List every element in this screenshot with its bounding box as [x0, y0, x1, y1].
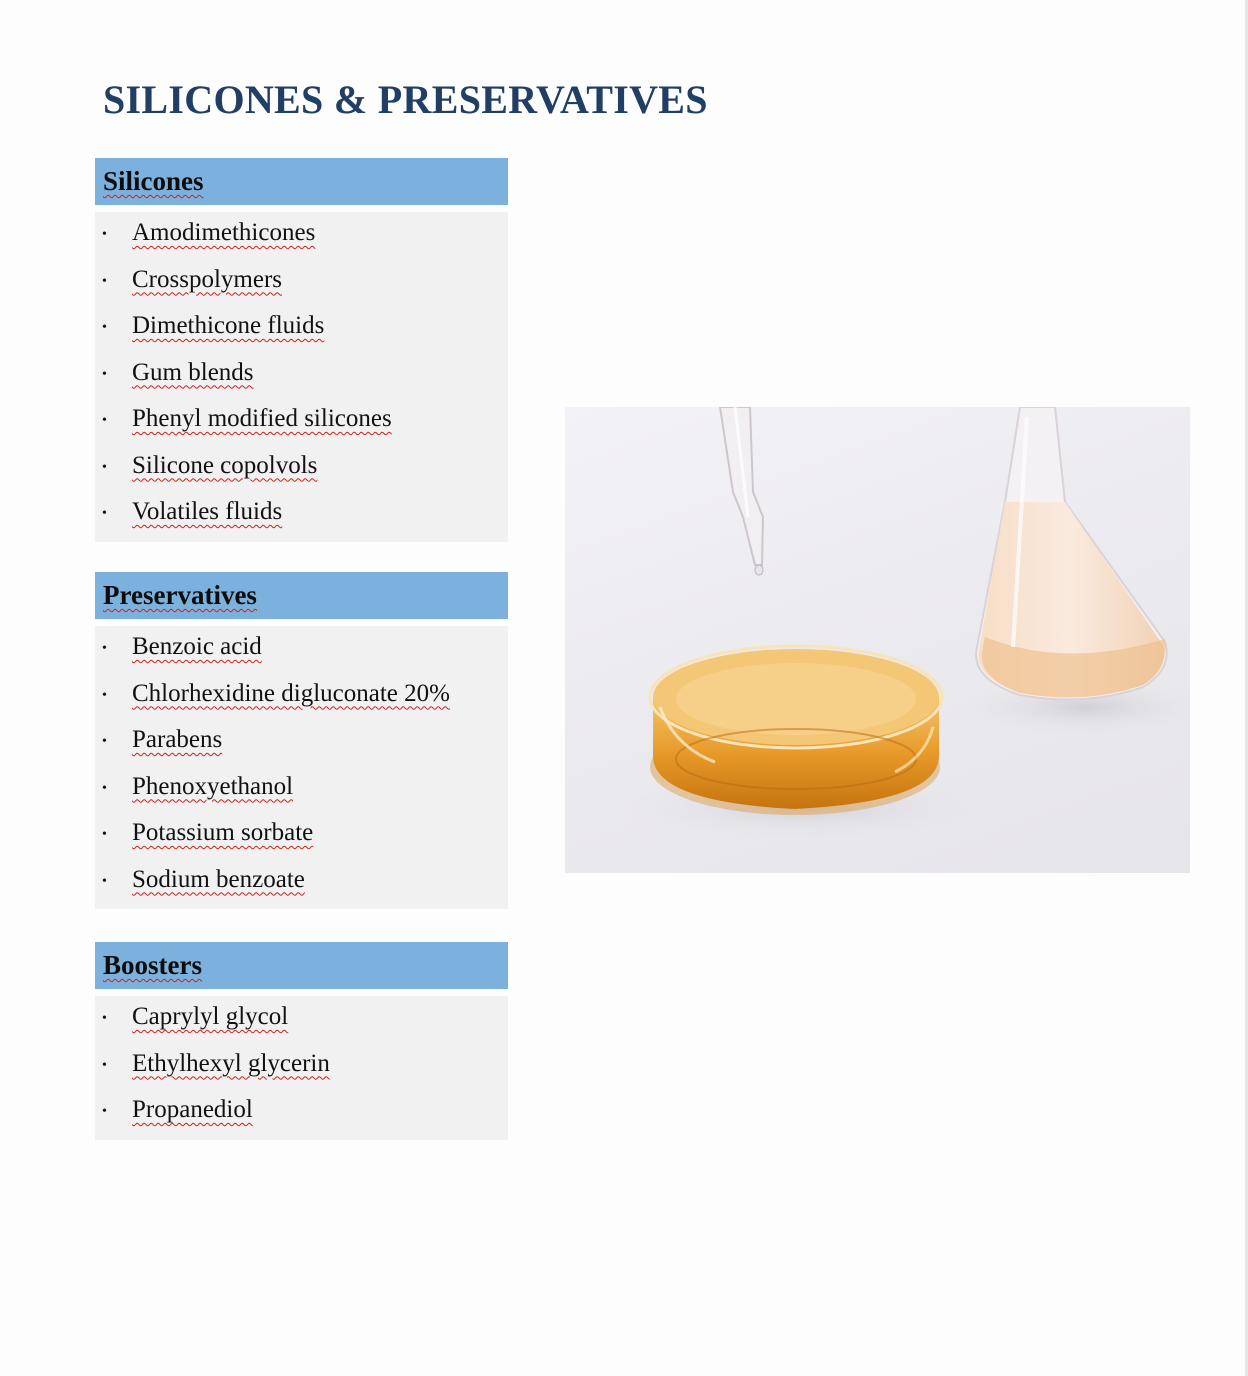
section-header — [95, 158, 508, 205]
list-item-label[interactable]: Propanediol — [132, 1096, 253, 1123]
bullet-icon: • — [102, 1057, 107, 1073]
list-item — [95, 495, 508, 542]
bullet-icon: • — [102, 459, 107, 475]
bullet-icon: • — [102, 641, 107, 656]
list-item-label[interactable]: Crosspolymers — [132, 265, 282, 293]
bullet-icon: • — [102, 827, 107, 842]
list-item — [95, 1047, 508, 1094]
section-heading[interactable]: Boosters — [103, 950, 202, 980]
section-heading[interactable]: Silicones — [103, 166, 204, 196]
list-item-label[interactable]: Gum blends — [132, 358, 254, 386]
bullet-icon: • — [102, 273, 107, 289]
list-item-label[interactable]: Volatiles fluids — [132, 498, 283, 525]
bullet-icon: • — [102, 366, 107, 382]
list-item-label[interactable]: Ethylhexyl glycerin — [132, 1049, 330, 1077]
list-item-label[interactable]: Chlorhexidine digluconate 20% — [132, 679, 450, 707]
section-list — [95, 212, 508, 542]
list-item — [95, 863, 508, 910]
bullet-icon: • — [102, 687, 107, 703]
list-item-label[interactable]: Parabens — [132, 726, 223, 753]
list-item-label[interactable]: Dimethicone fluids — [132, 312, 325, 339]
section-heading[interactable]: Preservatives — [103, 580, 257, 610]
list-item — [95, 309, 508, 356]
bullet-icon: • — [102, 227, 107, 242]
bullet-icon: • — [102, 506, 107, 521]
bullet-icon: • — [102, 320, 107, 335]
bullet-icon: • — [102, 873, 107, 889]
lab-photo-illustration — [565, 407, 1190, 873]
section-header — [95, 572, 508, 619]
flask — [976, 407, 1167, 700]
petri-dish — [650, 646, 942, 815]
list-item — [95, 630, 508, 677]
list-item — [95, 770, 508, 817]
section-boosters — [95, 942, 508, 1140]
list-item-label[interactable]: Potassium sorbate — [132, 819, 314, 846]
bullet-icon: • — [102, 734, 107, 749]
list-item — [95, 402, 508, 449]
bullet-icon: • — [102, 1011, 107, 1026]
list-item-label[interactable]: Sodium benzoate — [132, 865, 305, 893]
list-item-label[interactable]: Silicone copolvols — [132, 451, 318, 479]
list-item-label[interactable]: Phenyl modified silicones — [132, 405, 392, 432]
section-list — [95, 996, 508, 1140]
section-preservatives — [95, 572, 508, 909]
lab-photo[interactable] — [565, 407, 1190, 873]
list-item — [95, 1093, 508, 1140]
list-item — [95, 816, 508, 863]
list-item-label[interactable]: Phenoxyethanol — [132, 772, 294, 800]
page-title: SILICONES & PRESERVATIVES — [103, 77, 708, 122]
section-list — [95, 626, 508, 909]
list-item-label[interactable]: Amodimethicones — [132, 219, 316, 246]
list-item — [95, 677, 508, 724]
list-item — [95, 723, 508, 770]
list-item — [95, 1000, 508, 1047]
list-item — [95, 216, 508, 263]
list-item — [95, 356, 508, 403]
section-header — [95, 942, 508, 989]
section-silicones — [95, 158, 508, 542]
list-item — [95, 263, 508, 310]
bullet-icon: • — [102, 1104, 107, 1119]
list-item — [95, 449, 508, 496]
bullet-icon: • — [102, 413, 107, 428]
bullet-icon: • — [102, 780, 107, 796]
pipette — [720, 407, 763, 575]
list-item-label[interactable]: Caprylyl glycol — [132, 1003, 289, 1030]
list-item-label[interactable]: Benzoic acid — [132, 633, 262, 660]
